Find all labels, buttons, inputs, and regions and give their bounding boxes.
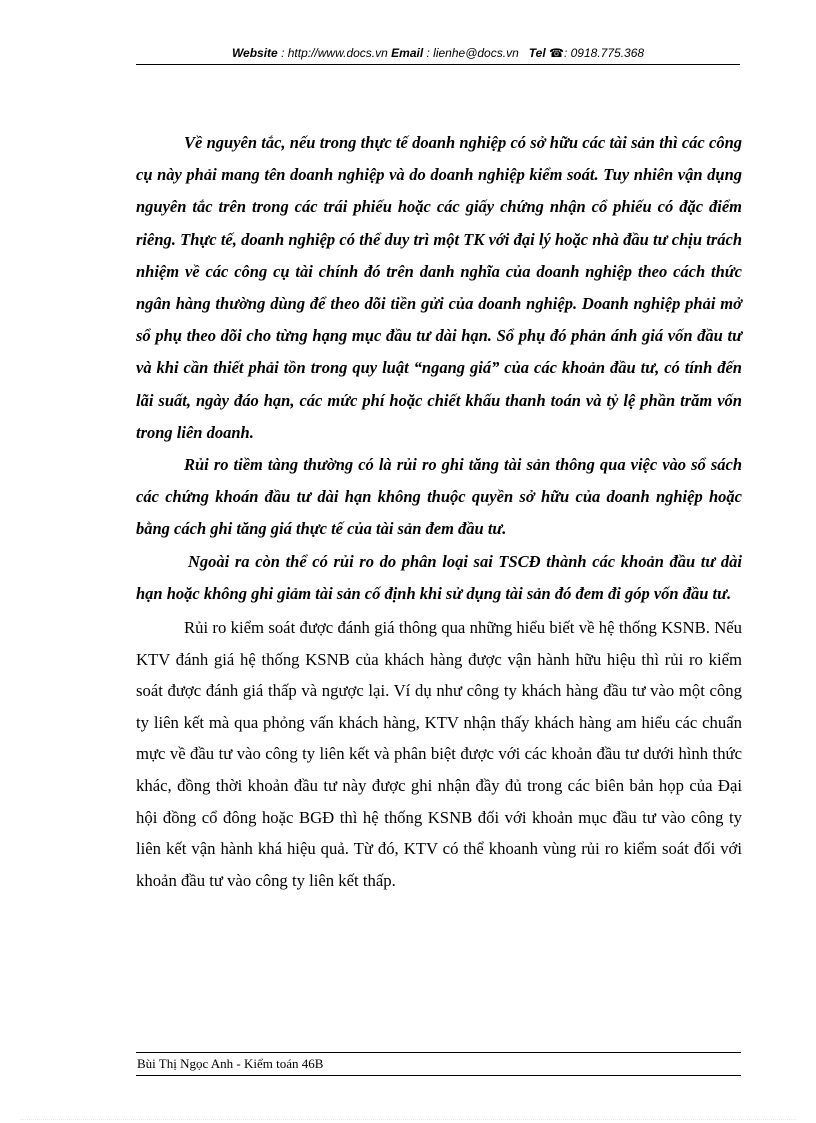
email-address[interactable]: lienhe@docs.vn bbox=[433, 46, 519, 60]
tel-number: : 0918.775.368 bbox=[563, 46, 645, 60]
paragraph-inherent-risk: Rủi ro tiềm tàng thường có là rủi ro ghi tăng tài sản thông qua việc vào sổ sách các chứng khoán đầu tư dài hạn không thuộc quyền sở hữu của doanh nghiệp hoặc bằng cách ghi tăng giá thực tế của tài sản đem đầu tư. bbox=[136, 455, 742, 539]
page-bottom-divider bbox=[20, 1119, 796, 1120]
email-label: Email bbox=[391, 46, 424, 60]
website-separator: : bbox=[277, 46, 288, 60]
website-url[interactable]: http://www.docs.vn bbox=[287, 46, 388, 60]
page-footer bbox=[136, 1052, 741, 1076]
email-separator: : bbox=[423, 46, 434, 60]
tel-label: Tel bbox=[528, 46, 546, 60]
paragraph-classification-risk: Ngoài ra còn thể có rủi ro do phân loại sai TSCĐ thành các khoản đầu tư dài hạn hoặc không ghi giảm tài sản cố định khi sử dụng tài sản đó đem đi góp vốn đầu tư. bbox=[136, 551, 742, 603]
phone-icon: ☎ bbox=[549, 46, 564, 60]
paragraph-ownership-principle: Về nguyên tắc, nếu trong thực tế doanh nghiệp có sở hữu các tài sản thì các công cụ này phải mang tên doanh nghiệp và do doanh nghiệp kiểm soát. Tuy nhiên vận dụng nguyên tắc trên trong các trái phiếu hoặc các giấy chứng nhận cổ phiếu có đặc điểm riêng. Thực tế, doanh nghiệp có thể duy trì một TK với đại lý hoặc nhà đầu tư chịu trách nhiệm về các công cụ tài chính đó trên danh nghĩa của doanh nghiệp theo cách thức ngân hàng thường dùng để theo dõi tiền gửi của doanh nghiệp. Doanh nghiệp phải mở sổ phụ theo dõi cho từng hạng mục đầu tư dài hạn. Sổ phụ đó phản ánh giá vốn đầu tư và khi cần thiết phải tồn trong quy luật “ngang giá” của các khoản đầu tư, có tính đến lãi suất, ngày đáo hạn, các mức phí hoặc chiết khấu thanh toán và tỷ lệ phần trăm vốn trong liên doanh. bbox=[136, 133, 742, 442]
website-label: Website bbox=[231, 46, 278, 60]
footer-author: Bùi Thị Ngọc Anh - Kiểm toán 46B bbox=[137, 1056, 324, 1071]
page-header bbox=[136, 46, 740, 65]
paragraph-control-risk: Rủi ro kiểm soát được đánh giá thông qua những hiểu biết về hệ thống KSNB. Nếu KTV đánh giá hệ thống KSNB của khách hàng được vận hành hữu hiệu thì rủi ro kiểm soát được đánh giá thấp và ngược lại. Ví dụ như công ty khách hàng đầu tư vào một công ty liên kết mà qua phỏng vấn khách hàng, KTV nhận thấy khách hàng am hiểu các chuẩn mực về đầu tư vào công ty liên kết và phân biệt được với các khoản đầu tư dưới hình thức khác, đồng thời khoản đầu tư này được ghi nhận đầy đủ trong các biên bản họp của Đại hội đồng cổ đông hoặc BGĐ thì hệ thống KSNB đối với khoản mục đầu tư vào công ty liên kết vận hành khá hiệu quả. Từ đó, KTV có thể khoanh vùng rủi ro kiểm soát đối với khoản đầu tư vào công ty liên kết thấp. bbox=[136, 618, 742, 890]
body-text bbox=[136, 127, 742, 896]
